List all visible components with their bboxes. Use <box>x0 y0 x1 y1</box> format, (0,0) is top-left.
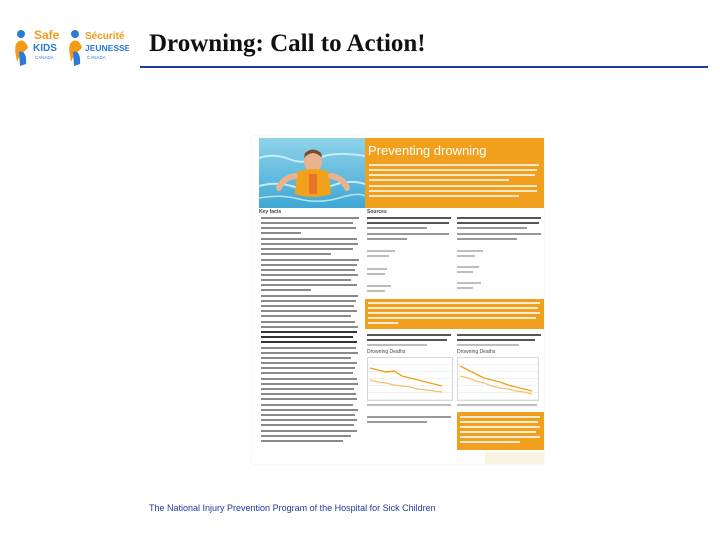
axis-label-line <box>457 404 537 406</box>
text-line <box>460 416 540 418</box>
text-line <box>368 317 536 319</box>
text-line <box>457 227 527 229</box>
text-line <box>367 233 449 235</box>
text-line <box>457 250 483 252</box>
banner-text-line <box>369 169 537 171</box>
text-line <box>261 372 353 374</box>
chart-left-title: Drowning Deaths <box>367 349 406 355</box>
text-line <box>261 300 356 302</box>
text-line <box>261 284 357 286</box>
chart-right-title: Drowning Deaths <box>457 349 496 355</box>
text-line <box>457 222 539 224</box>
text-line <box>261 238 357 240</box>
text-line <box>460 436 540 438</box>
text-line <box>261 341 357 343</box>
text-line <box>457 334 541 336</box>
text-line <box>261 362 357 364</box>
text-line <box>367 421 427 423</box>
text-line <box>261 404 353 406</box>
text-line <box>457 266 479 268</box>
text-line <box>261 232 301 234</box>
text-line <box>261 435 351 437</box>
text-line <box>261 440 343 442</box>
title-underline <box>140 66 708 68</box>
text-line <box>367 238 407 240</box>
text-line <box>457 282 481 284</box>
text-line <box>368 322 398 324</box>
text-line <box>367 227 427 229</box>
svg-text:CANADA: CANADA <box>87 55 106 60</box>
svg-text:KIDS: KIDS <box>33 43 57 54</box>
banner-text-line <box>369 174 535 176</box>
text-line <box>367 290 385 292</box>
text-line <box>261 259 359 261</box>
text-line <box>368 302 540 304</box>
text-line <box>261 243 358 245</box>
text-line <box>367 285 391 287</box>
text-line <box>261 305 354 307</box>
text-line <box>261 269 355 271</box>
axis-label-line <box>367 404 451 406</box>
text-line <box>261 253 331 255</box>
text-line <box>261 315 351 317</box>
text-line <box>261 279 351 281</box>
text-line <box>261 409 358 411</box>
text-line <box>457 233 541 235</box>
text-line <box>460 421 538 423</box>
text-line <box>261 357 351 359</box>
text-line <box>367 334 451 336</box>
text-line <box>261 321 355 323</box>
text-line <box>457 238 517 240</box>
text-line <box>367 217 451 219</box>
child-swimming-photo <box>259 138 365 208</box>
sources-heading: Sources <box>367 209 387 215</box>
safe-kids-canada-logo <box>14 22 129 74</box>
text-line <box>261 378 357 380</box>
text-line <box>457 217 541 219</box>
slide-title: Drowning: Call to Action! <box>149 30 426 57</box>
text-line <box>460 441 520 443</box>
text-line <box>261 227 356 229</box>
decorative-bar <box>485 452 544 464</box>
banner-text-line <box>369 185 537 187</box>
text-line <box>367 344 427 346</box>
text-line <box>261 289 311 291</box>
fact-sheet-document <box>252 136 544 464</box>
text-line <box>261 264 357 266</box>
text-line <box>367 339 447 341</box>
text-line <box>460 431 536 433</box>
main-content-area <box>365 208 544 464</box>
text-line <box>261 336 353 338</box>
text-line <box>261 388 354 390</box>
text-line <box>261 424 354 426</box>
text-line <box>261 331 357 333</box>
text-line <box>367 255 389 257</box>
text-line <box>261 419 357 421</box>
text-line <box>261 398 357 400</box>
drowning-chart-right <box>457 357 539 401</box>
text-line <box>261 217 359 219</box>
document-title-banner <box>365 138 544 208</box>
banner-text-line <box>369 195 519 197</box>
highlight-box <box>365 299 544 329</box>
text-line <box>367 250 395 252</box>
svg-text:Safe: Safe <box>34 28 60 42</box>
callout-box <box>457 412 544 450</box>
text-line <box>261 310 357 312</box>
text-line <box>367 268 387 270</box>
text-line <box>261 295 358 297</box>
text-line <box>457 255 475 257</box>
text-line <box>457 344 519 346</box>
text-line <box>367 222 449 224</box>
text-line <box>367 273 385 275</box>
key-facts-heading: Key facts <box>259 209 282 215</box>
text-line <box>457 271 473 273</box>
banner-text-line <box>369 164 539 166</box>
banner-text-line <box>369 179 509 181</box>
text-line <box>261 274 358 276</box>
text-line <box>368 307 538 309</box>
key-facts-column <box>259 208 363 464</box>
text-line <box>261 326 358 328</box>
text-line <box>368 312 540 314</box>
svg-text:JEUNESSE: JEUNESSE <box>85 43 129 53</box>
text-line <box>261 430 357 432</box>
slide-footer: The National Injury Prevention Program of the Hospital for Sick Children <box>149 503 436 513</box>
text-line <box>261 383 358 385</box>
text-line <box>261 367 355 369</box>
text-line <box>261 414 355 416</box>
text-line <box>457 287 473 289</box>
svg-text:Sécurité: Sécurité <box>85 31 125 42</box>
text-line <box>367 416 451 418</box>
drowning-chart-left <box>367 357 453 401</box>
document-title: Preventing drowning <box>368 143 487 158</box>
text-line <box>460 426 540 428</box>
text-line <box>261 248 353 250</box>
text-line <box>261 352 358 354</box>
text-line <box>261 393 356 395</box>
text-line <box>457 339 535 341</box>
banner-text-line <box>369 190 537 192</box>
svg-text:CANADA: CANADA <box>35 55 54 60</box>
text-line <box>261 347 356 349</box>
text-line <box>261 222 353 224</box>
